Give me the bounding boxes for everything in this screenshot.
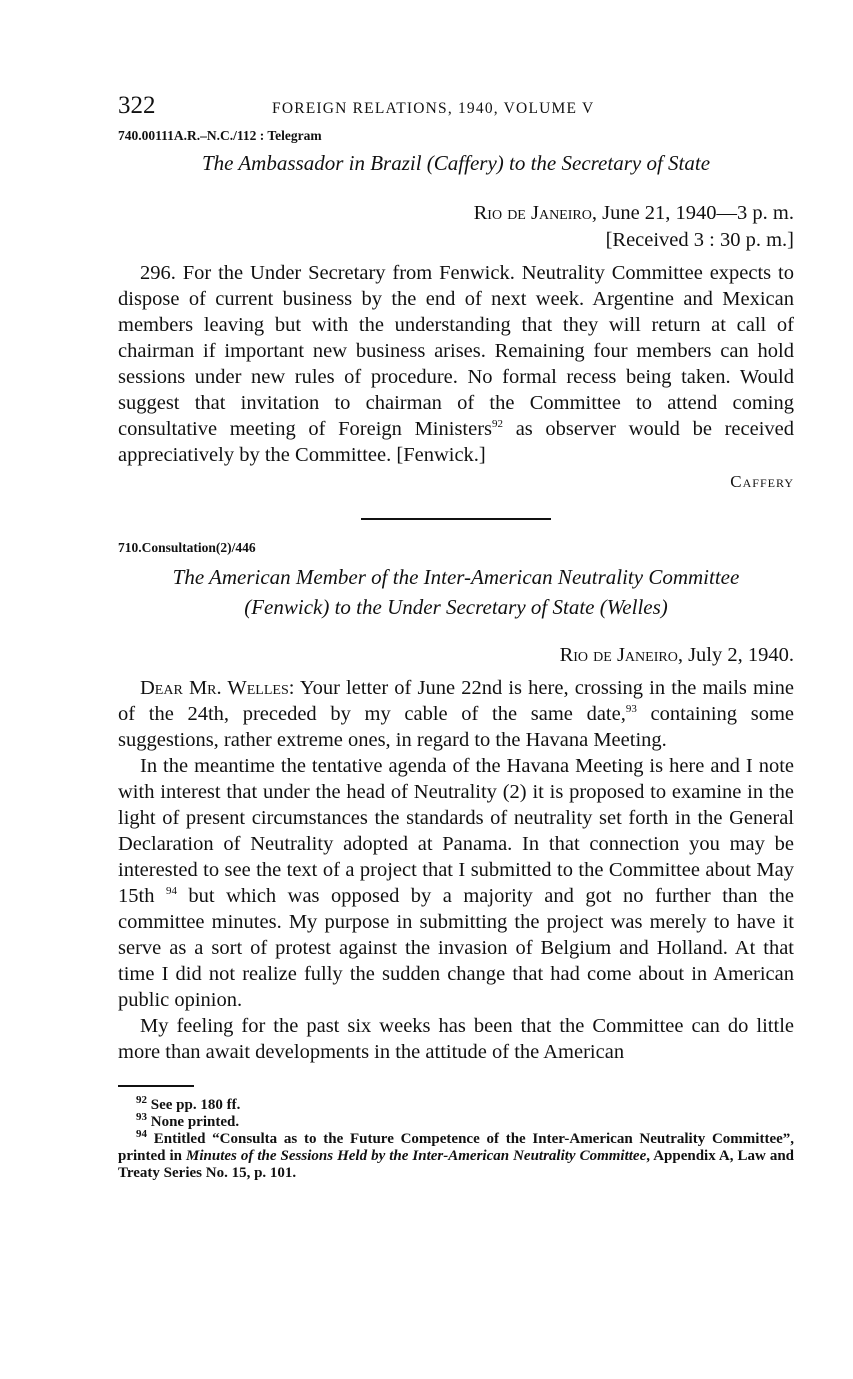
footnote-93: [118, 1111, 794, 1131]
footnote-92-text: See pp. 180 ff.: [150, 1097, 241, 1113]
footnote-93-number: 93: [136, 1111, 147, 1123]
footnote-ref-94: 94: [165, 885, 177, 898]
page-header: [118, 92, 794, 126]
dateline-place: Rio de Janeiro: [473, 202, 592, 224]
footnote-94-text-b: , Appendix A, Law and Treaty Series No. 15, p. 101.: [118, 1148, 795, 1181]
dateline-date: , June 21, 1940—3 p. m.: [591, 202, 794, 224]
received-line: [Received 3 : 30 p. m.]: [605, 229, 794, 251]
telegram-text-b: as observer would be received appreciatively by the Committee. [Fenwick.]: [118, 418, 794, 466]
footnote-94-title: Minutes of the Sessions Held by the Inter-American Neutrality Committee: [186, 1148, 647, 1164]
page-number: 322: [118, 92, 156, 119]
letter-p2-a: In the meantime the tentative agenda of the Havana Meeting is here and I note with interest that under the head of Neutrality (2) it is proposed to examine in the light of present circumstances the standards of neutrality set forth in the General Declaration of Neutrality adopted at Panama. In that connection you may be interested to see the text of a project that I submitted to the Committee about May 15th: [118, 755, 794, 907]
dateline-date-2: , July 2, 1940.: [677, 644, 794, 666]
letter-p2-b: but which was opposed by a majority and got no further than the committee minutes. My purpose in submitting the project was merely to have it serve as a sort of protest against the invasion of Belgium and Holland. At that time I did not realize fully the sudden change that had come about in American public opinion.: [118, 885, 795, 1011]
footnote-93-text: None printed.: [150, 1114, 240, 1130]
letter-p1-b: containing some suggestions, rather extreme ones, in regard to the Havana Meeting.: [118, 703, 794, 751]
salutation: Dear Mr. Welles: [140, 677, 289, 699]
footnote-94: [118, 1128, 795, 1182]
footnote-ref-93: 93: [625, 703, 637, 716]
footnote-94-number: 94: [136, 1128, 147, 1140]
telegram-body: [118, 260, 794, 468]
document-page: [118, 92, 794, 1182]
file-number-2: 710.Consultation(2)/446: [118, 540, 256, 555]
document-title-1: The Ambassador in Brazil (Caffery) to the Secretary of State: [201, 151, 711, 175]
footnote-94-text-a: Entitled “Consulta as to the Future Competence of the Inter-American Neutrality Committee”, printed in: [118, 1131, 795, 1164]
dateline-1: [118, 200, 794, 227]
letter-paragraph-3: My feeling for the past six weeks has been that the Committee can do little more than await developments in the attitude of the American: [118, 1015, 794, 1063]
running-title: FOREIGN RELATIONS, 1940, VOLUME V: [272, 100, 595, 117]
dateline-place-2: Rio de Janeiro: [559, 644, 678, 666]
dateline-2: [118, 642, 794, 669]
footnote-rule: [118, 1085, 194, 1087]
telegram-text-a: 296. For the Under Secretary from Fenwick. Neutrality Committee expects to dispose of current business by the end of next week. Argentine and Mexican members leaving but with the understanding that they will return at call of chairman if important new business arises. Remaining four members can hold sessions under new rules of procedure. No formal recess being taken. Would suggest that invitation to chairman of the Committee to attend coming consultative meeting of Foreign Ministers: [118, 262, 794, 440]
letter-p1-a: : Your letter of June 22nd is here, crossing in the mails mine of the 24th, preceded by my cable of the same date,: [118, 677, 794, 725]
signature: Caffery: [730, 472, 794, 491]
footnote-92-number: 92: [136, 1094, 147, 1106]
letter-paragraph-1: [118, 675, 794, 753]
section-divider: [361, 518, 551, 520]
footnote-ref-92: 92: [492, 418, 504, 431]
document-title-2-line2: (Fenwick) to the Under Secretary of State (Welles): [244, 595, 668, 619]
footnote-92: [118, 1094, 794, 1114]
letter-paragraph-2: [118, 753, 794, 1013]
document-title-2-line1: The American Member of the Inter-American Neutrality Committee: [172, 565, 740, 589]
file-number-1: 740.00111A.R.–N.C./112 : Telegram: [118, 128, 322, 143]
